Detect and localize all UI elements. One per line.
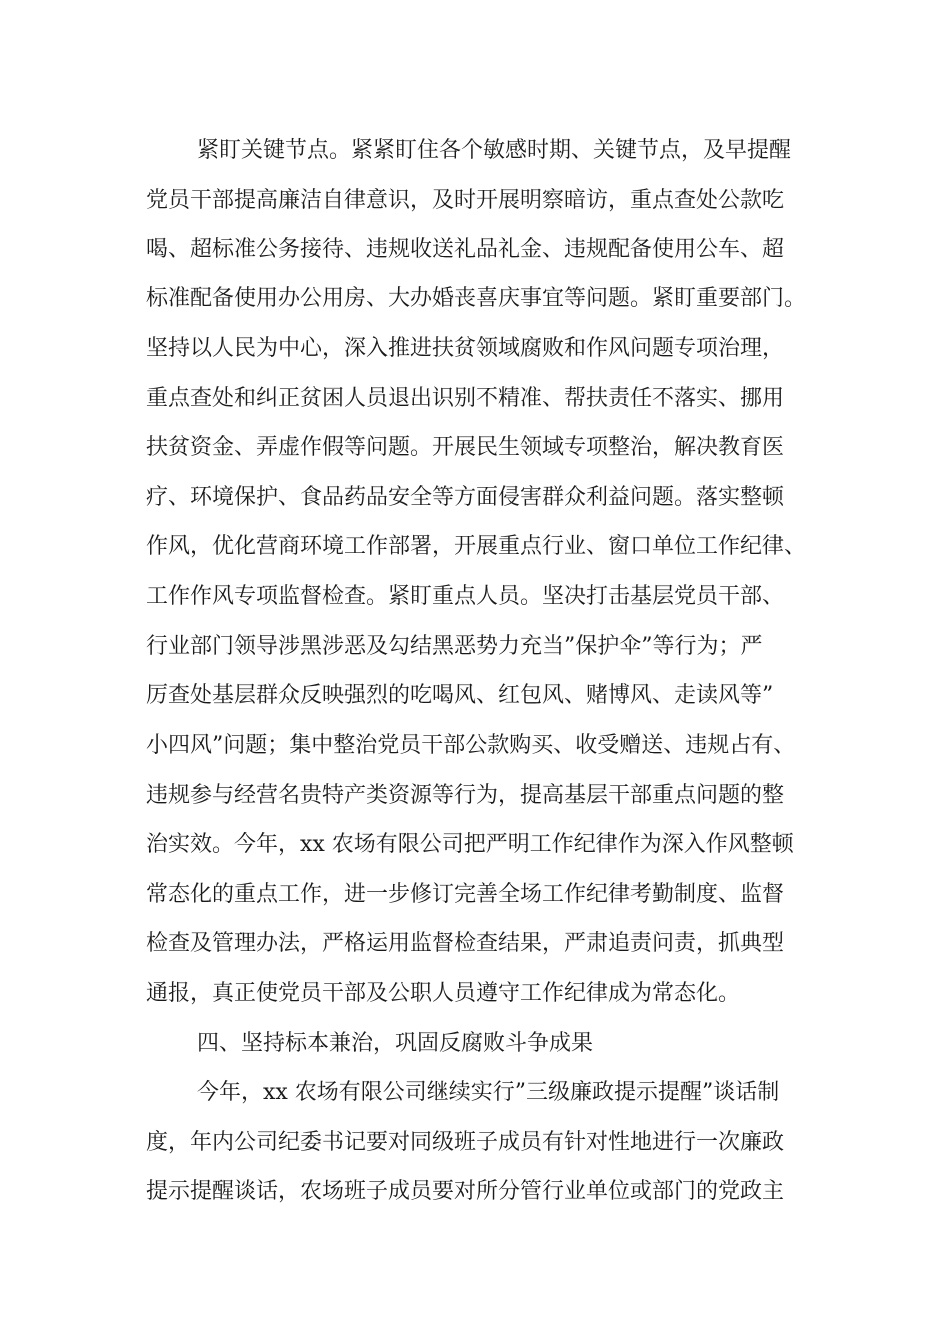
paragraph-line: 治实效。今年，xx 农场有限公司把严明工作纪律作为深入作风整顿 bbox=[146, 832, 794, 857]
paragraph-line: 度，年内公司纪委书记要对同级班子成员有针对性地进行一次廉政 bbox=[146, 1130, 785, 1155]
paragraph-line: 通报，真正使党员干部及公职人员遵守工作纪律成为常态化。 bbox=[146, 981, 741, 1006]
paragraph-line: 小四风”问题；集中整治党员干部公款购买、收受赠送、违规占有、 bbox=[146, 733, 796, 758]
paragraph-line: 厉查处基层群众反映强烈的吃喝风、红包风、赌博风、走读风等” bbox=[146, 683, 774, 708]
paragraph-line: 今年，xx 农场有限公司继续实行”三级廉政提示提醒”谈话制 bbox=[197, 1080, 780, 1105]
paragraph-line: 行业部门领导涉黑涉恶及勾结黑恶势力充当”保护伞”等行为；严 bbox=[146, 634, 763, 659]
paragraph-line: 检查及管理办法，严格运用监督检查结果，严肃追责问责，抓典型 bbox=[146, 931, 785, 956]
paragraph-line: 坚持以人民为中心，深入推进扶贫领域腐败和作风问题专项治理， bbox=[146, 336, 785, 361]
paragraph-line: 党员干部提高廉洁自律意识，及时开展明察暗访，重点查处公款吃 bbox=[146, 188, 785, 213]
paragraph-line: 提示提醒谈话，农场班子成员要对所分管行业单位或部门的党政主 bbox=[146, 1179, 785, 1204]
paragraph-line: 重点查处和纠正贫困人员退出识别不精准、帮扶责任不落实、挪用 bbox=[146, 386, 785, 411]
paragraph-line: 紧盯关键节点。紧紧盯住各个敏感时期、关键节点，及早提醒 bbox=[197, 138, 792, 163]
paragraph-line: 疗、环境保护、食品药品安全等方面侵害群众利益问题。落实整顿 bbox=[146, 485, 785, 510]
paragraph-line: 作风，优化营商环境工作部署，开展重点行业、窗口单位工作纪律、 bbox=[146, 534, 807, 559]
paragraph-line: 常态化的重点工作，进一步修订完善全场工作纪律考勤制度、监督 bbox=[146, 882, 785, 907]
paragraph-line: 扶贫资金、弄虚作假等问题。开展民生领域专项整治，解决教育医 bbox=[146, 435, 785, 460]
paragraph-line: 工作作风专项监督检查。紧盯重点人员。坚决打击基层党员干部、 bbox=[146, 584, 785, 609]
paragraph-line: 喝、超标准公务接待、违规收送礼品礼金、违规配备使用公车、超 bbox=[146, 237, 785, 262]
section-heading: 四、坚持标本兼治，巩固反腐败斗争成果 bbox=[197, 1031, 594, 1056]
paragraph-line: 标准配备使用办公用房、大办婚丧喜庆事宜等问题。紧盯重要部门。 bbox=[146, 286, 807, 311]
paragraph-line: 违规参与经营名贵特产类资源等行为，提高基层干部重点问题的整 bbox=[146, 783, 785, 808]
